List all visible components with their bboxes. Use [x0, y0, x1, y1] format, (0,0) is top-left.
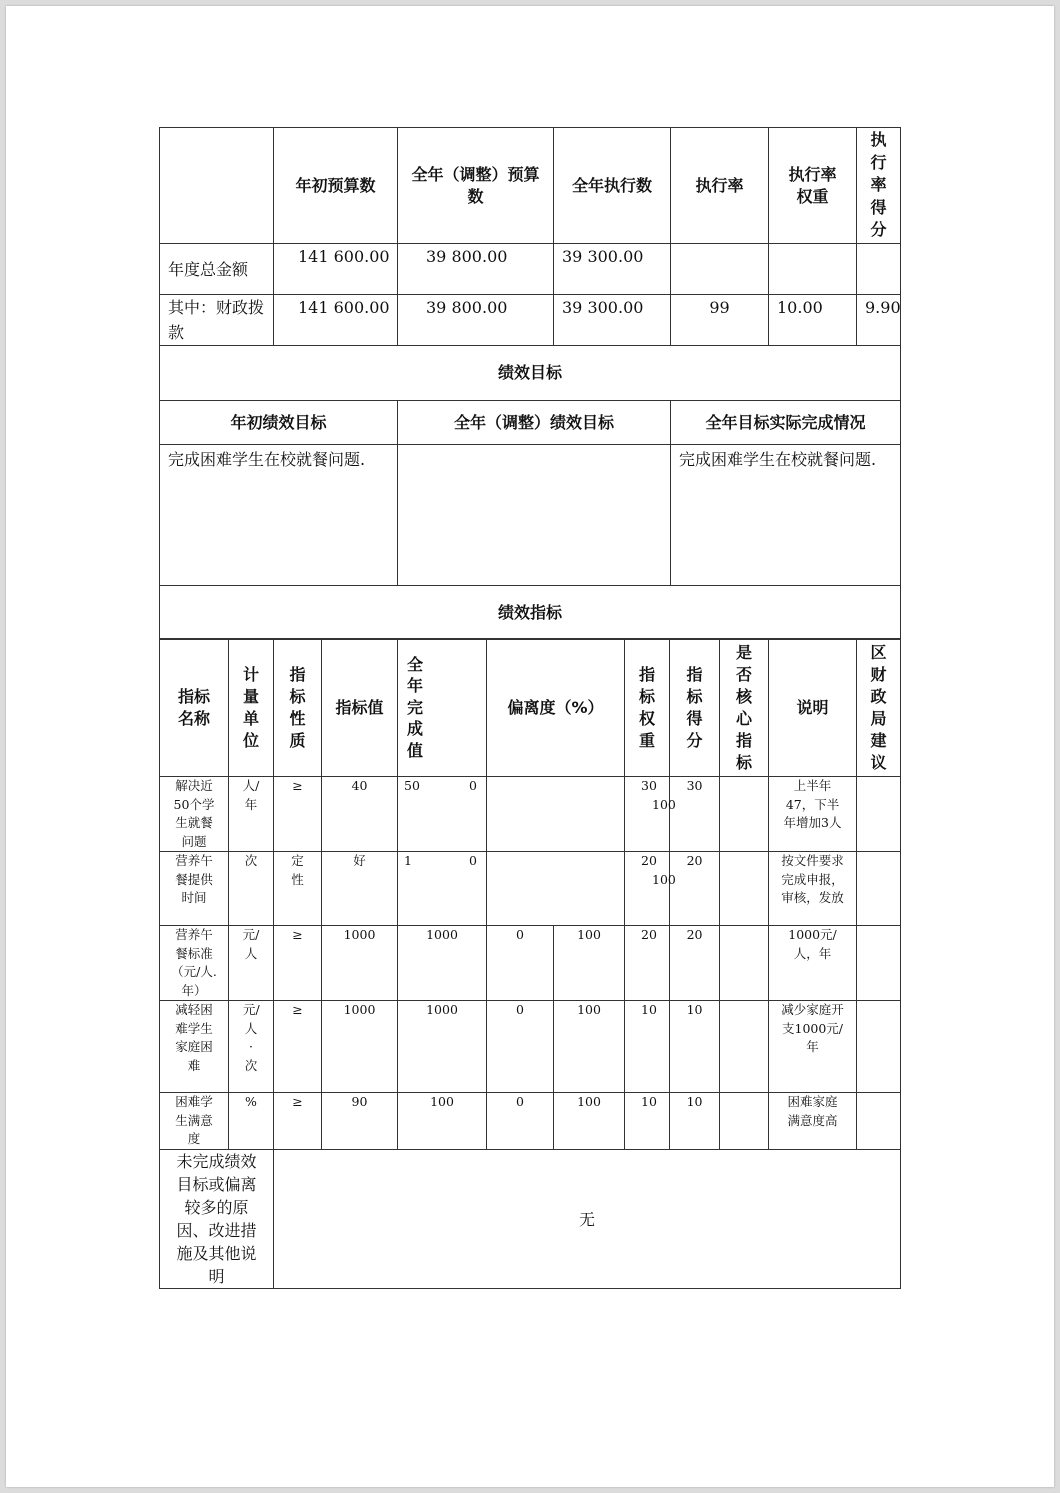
remarks-value: 无	[274, 1149, 901, 1288]
ind-value: 90	[322, 1093, 398, 1150]
ind-advice	[857, 777, 901, 852]
ind-header-note: 说明	[769, 639, 857, 777]
cell-executed: 39 300.00	[554, 244, 671, 295]
ind-header-weight: 指标权重	[625, 639, 670, 777]
goals-header-initial: 年初绩效目标	[160, 401, 398, 445]
cell-initial: 141 600.00	[274, 295, 398, 346]
cell-score: 9.90	[857, 295, 901, 346]
ind-name: 困难学生满意度	[160, 1093, 229, 1150]
ind-core	[720, 777, 769, 852]
ind-nature: 定性	[274, 852, 322, 926]
goals-actual-text: 完成困难学生在校就餐问题.	[671, 445, 901, 586]
ind-value: 1000	[322, 1001, 398, 1093]
ind-deviation: 0	[487, 1093, 554, 1150]
ind-header-nature: 指标性质	[274, 639, 322, 777]
budget-corner-cell	[160, 128, 274, 244]
ind-unit: 次	[229, 852, 274, 926]
ind-advice	[857, 1001, 901, 1093]
ind-score: 20	[670, 926, 720, 1001]
budget-header-row	[160, 128, 901, 244]
ind-score: 10	[670, 1093, 720, 1150]
ind-weight: 20	[625, 926, 670, 1001]
goals-header-row	[160, 401, 901, 445]
ind-score: 30	[670, 777, 720, 852]
cell-weight	[769, 244, 857, 295]
ind-advice	[857, 1093, 901, 1150]
ind-header-core: 是否核心指标	[720, 639, 769, 777]
indicators-title: 绩效指标	[160, 586, 901, 640]
ind-header-deviation: 偏离度（%）	[487, 639, 625, 777]
cell-rate	[671, 244, 769, 295]
ind-row-2	[160, 852, 901, 926]
ind-weight: 30	[625, 777, 670, 852]
ind-core	[720, 1001, 769, 1093]
cell-adjusted: 39 800.00	[398, 244, 554, 295]
remarks-row	[160, 1149, 901, 1288]
ind-nature: ≥	[274, 926, 322, 1001]
ind-deviation: 0	[487, 926, 554, 1001]
ind-coef: 100	[554, 1093, 625, 1150]
ind-name: 营养午餐标准（元/人.年）	[160, 926, 229, 1001]
ind-unit: 人/年	[229, 777, 274, 852]
cell-rate: 99	[671, 295, 769, 346]
ind-deviation-coef: 0 100	[487, 852, 625, 926]
ind-score: 20	[670, 852, 720, 926]
ind-row-4	[160, 1001, 901, 1093]
indicators-title-row	[160, 586, 901, 640]
ind-score: 10	[670, 1001, 720, 1093]
ind-deviation: 0	[487, 1001, 554, 1093]
ind-note: 1000元/人，年	[769, 926, 857, 1001]
ind-completed: 50	[398, 777, 487, 852]
ind-row-3	[160, 926, 901, 1001]
goals-header-adjusted: 全年（调整）绩效目标	[398, 401, 671, 445]
row-label: 其中：财政拨款	[160, 295, 274, 346]
ind-coef: 100	[652, 796, 676, 812]
ind-header-name: 指标名称	[160, 639, 229, 777]
budget-goals-table	[159, 127, 901, 640]
ind-weight: 10	[625, 1001, 670, 1093]
header-exec-weight: 执行率权重	[769, 128, 857, 244]
ind-weight: 20	[625, 852, 670, 926]
header-initial-budget: 年初预算数	[274, 128, 398, 244]
ind-core	[720, 926, 769, 1001]
row-label: 年度总金额	[160, 244, 274, 295]
ind-core	[720, 1093, 769, 1150]
goals-header-actual: 全年目标实际完成情况	[671, 401, 901, 445]
ind-value: 40	[322, 777, 398, 852]
ind-nature: ≥	[274, 1093, 322, 1150]
ind-note: 减少家庭开支1000元/年	[769, 1001, 857, 1093]
header-adjusted-budget: 全年（调整）预算数	[398, 128, 554, 244]
ind-header-score: 指标得分	[670, 639, 720, 777]
ind-deviation-coef: 0 100	[487, 777, 625, 852]
ind-value: 好	[322, 852, 398, 926]
indicators-table	[159, 638, 901, 1289]
header-executed: 全年执行数	[554, 128, 671, 244]
cell-weight: 10.00	[769, 295, 857, 346]
goals-adjusted-text	[398, 445, 671, 586]
ind-note: 上半年47，下半年增加3人	[769, 777, 857, 852]
ind-value: 1000	[322, 926, 398, 1001]
ind-header-unit: 计量单位	[229, 639, 274, 777]
ind-coef: 100	[554, 1001, 625, 1093]
ind-completed: 1	[398, 852, 487, 926]
ind-row-1	[160, 777, 901, 852]
cell-adjusted: 39 800.00	[398, 295, 554, 346]
budget-row-fiscal	[160, 295, 901, 346]
ind-coef: 100	[652, 871, 676, 887]
ind-name: 营养午餐提供时间	[160, 852, 229, 926]
ind-row-5	[160, 1093, 901, 1150]
goals-title: 绩效目标	[160, 346, 901, 401]
remarks-label: 未完成绩效目标或偏离较多的原因、改进措施及其他说明	[160, 1149, 274, 1288]
goals-content-row	[160, 445, 901, 586]
ind-header-completed: 全年完成值	[398, 639, 487, 777]
ind-note: 按文件要求完成申报，审核，发放	[769, 852, 857, 926]
ind-header-advice: 区财政局建议	[857, 639, 901, 777]
ind-name: 减轻困难学生家庭困难	[160, 1001, 229, 1093]
cell-initial: 141 600.00	[274, 244, 398, 295]
budget-row-total	[160, 244, 901, 295]
ind-completed: 100	[398, 1093, 487, 1150]
ind-header-value: 指标值	[322, 639, 398, 777]
ind-completed: 1000	[398, 926, 487, 1001]
ind-nature: ≥	[274, 1001, 322, 1093]
ind-coef: 100	[554, 926, 625, 1001]
ind-name: 解决近50个学生就餐问题	[160, 777, 229, 852]
ind-unit: 元/人	[229, 926, 274, 1001]
goals-initial-text: 完成困难学生在校就餐问题.	[160, 445, 398, 586]
ind-completed: 1000	[398, 1001, 487, 1093]
ind-unit: %	[229, 1093, 274, 1150]
goals-title-row	[160, 346, 901, 401]
ind-unit: 元/人·次	[229, 1001, 274, 1093]
ind-note: 困难家庭满意度高	[769, 1093, 857, 1150]
ind-advice	[857, 852, 901, 926]
header-exec-rate: 执行率	[671, 128, 769, 244]
header-exec-score: 执行率得分	[857, 128, 901, 244]
cell-score	[857, 244, 901, 295]
ind-nature: ≥	[274, 777, 322, 852]
ind-weight: 10	[625, 1093, 670, 1150]
indicators-header-row	[160, 639, 901, 777]
ind-advice	[857, 926, 901, 1001]
cell-executed: 39 300.00	[554, 295, 671, 346]
ind-core	[720, 852, 769, 926]
